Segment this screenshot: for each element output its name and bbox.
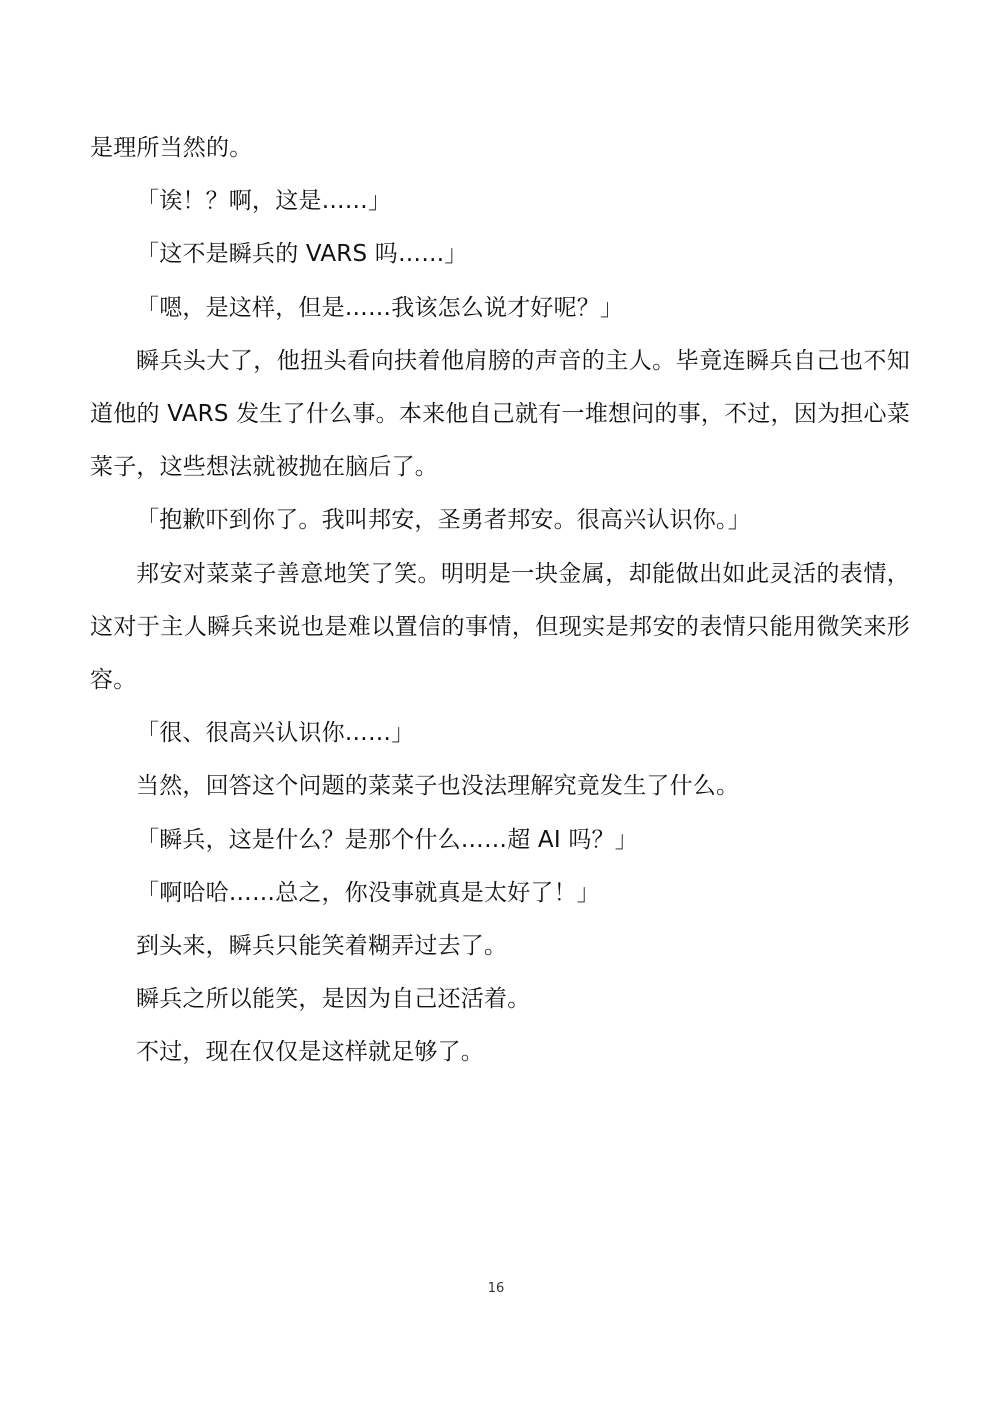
paragraph: 瞬兵之所以能笑，是因为自己还活着。 <box>136 986 531 1013</box>
dialogue-line: 「诶！？啊，这是……」 <box>136 188 392 215</box>
body-text <box>90 122 910 1080</box>
dialogue-line: 「瞬兵，这是什么？是那个什么……超 AI 吗？」 <box>136 826 638 853</box>
dialogue-line: 「很、很高兴认识你……」 <box>136 720 415 747</box>
paragraph: 瞬兵头大了，他扭头看向扶着他肩膀的声音的主人。毕竟连瞬兵自己也不知道他的 VARS 发生了什么事。本来他自己就有一堆想问的事，不过，因为担心菜菜子，这些想法就被抛在脑后了。 <box>90 347 910 481</box>
dialogue-line: 「这不是瞬兵的 VARS 吗……」 <box>136 241 468 268</box>
dialogue-line: 「嗯，是这样，但是……我该怎么说才好呢？」 <box>136 294 624 321</box>
paragraph: 不过，现在仅仅是这样就足够了。 <box>136 1039 484 1066</box>
paragraph: 到头来，瞬兵只能笑着糊弄过去了。 <box>136 933 508 960</box>
paragraph: 邦安对菜菜子善意地笑了笑。明明是一块金属，却能做出如此灵活的表情，这对于主人瞬兵来说也是难以置信的事情，但现实是邦安的表情只能用微笑来形容。 <box>90 560 910 694</box>
paragraph: 当然，回答这个问题的菜菜子也没法理解究竟发生了什么。 <box>136 773 740 800</box>
dialogue-line: 「啊哈哈……总之，你没事就真是太好了！」 <box>136 879 600 906</box>
page-number: 16 <box>487 1281 505 1296</box>
paragraph: 是理所当然的。 <box>90 135 253 161</box>
dialogue-line: 「抱歉吓到你了。我叫邦安，圣勇者邦安。很高兴认识你。」 <box>136 507 751 534</box>
